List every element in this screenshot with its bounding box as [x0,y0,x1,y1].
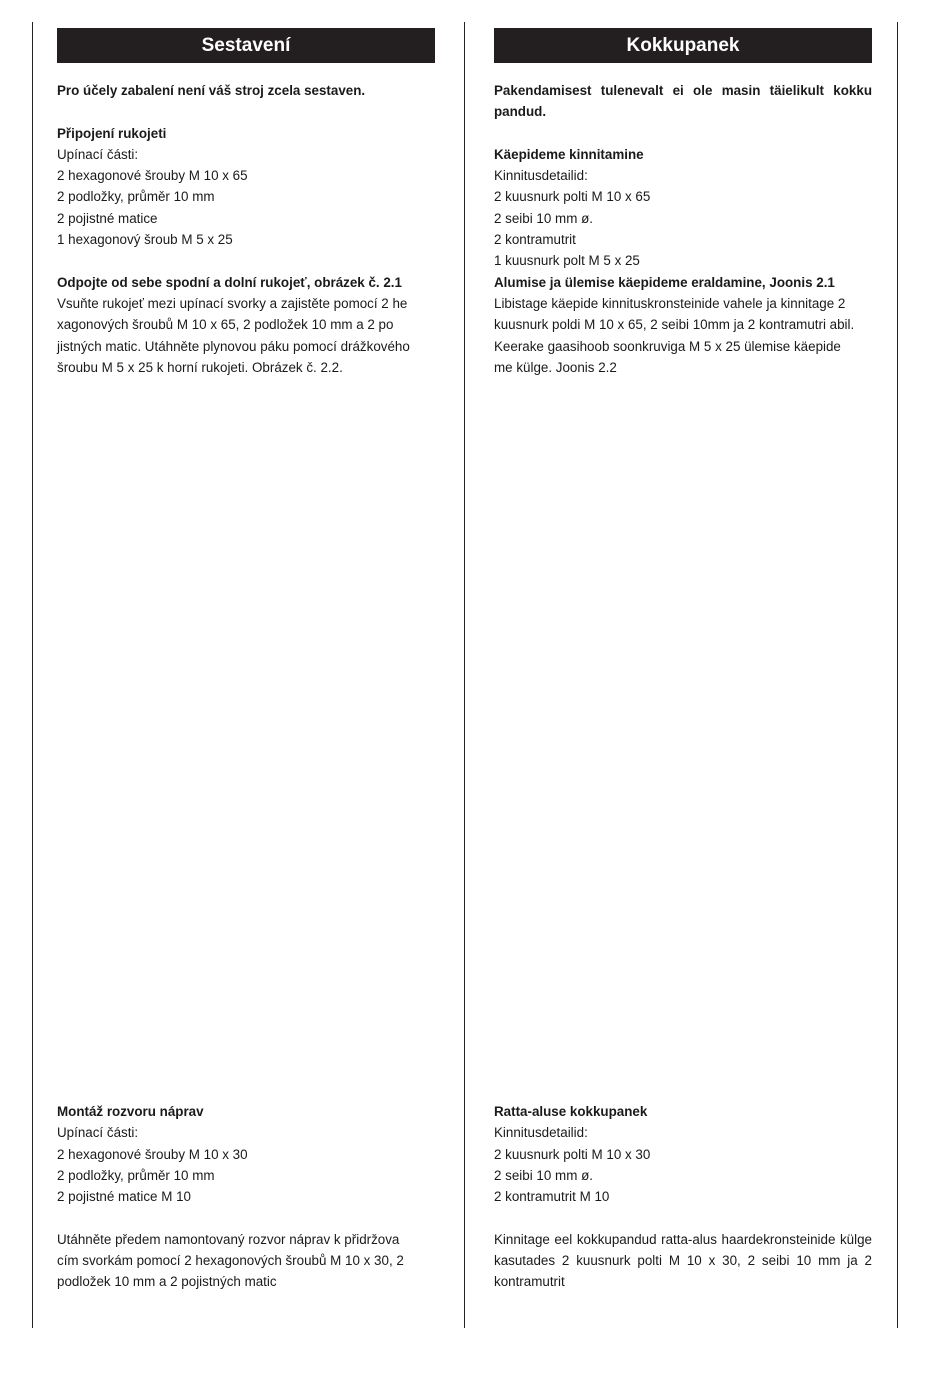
handle-heading: Připojení rukojeti [57,125,167,141]
handle-heading: Käepideme kinnitamine [494,146,644,162]
part-item: 2 kuusnurk polti M 10 x 30 [494,1146,651,1162]
axle-heading: Montáž rozvoru náprav [57,1104,204,1119]
part-item: 2 kontramutrit [494,232,576,248]
instruction-line: kuusnurk poldi M 10 x 65, 2 seibi 10mm ja 2 kontramutri abil. [494,317,855,333]
instruction-line: me külge. Joonis 2.2 [494,359,617,375]
parts-label: Kinnitusdetailid: [494,168,588,184]
separate-heading: Odpojte od sebe spodní a dolní rukojeť, obrázek č. 2.1 [57,274,402,290]
axle-heading: Ratta-aluse kokkupanek [494,1104,648,1119]
instruction-line: šroubu M 5 x 25 k horní rukojeti. Obrázek č. 2.2. [57,359,343,375]
instruction-text: Kinnitage eel kokkupandud ratta-alus haardekronsteinide külge kasutades 2 kuusnurk polti M 10 x 30, 2 seibi 10 mm ja 2 kontramutrit [494,1231,872,1290]
part-item: 2 pojistné matice M 10 [57,1189,191,1205]
part-item: 1 kuusnurk polt M 5 x 25 [494,253,640,269]
part-item: 2 seibi 10 mm ø. [494,1167,593,1183]
part-item: 1 hexagonový šroub M 5 x 25 [57,232,233,248]
part-item: 2 kontramutrit M 10 [494,1189,610,1205]
divider-right [897,22,898,1328]
part-item: 2 hexagonové šrouby M 10 x 30 [57,1146,248,1162]
instruction-line: Libistage käepide kinnituskronsteinide vahele ja kinnitage 2 [494,295,846,311]
intro-text: Pakendamisest tulenevalt ei ole masin täielikult kokku pandud. [494,83,872,120]
column-czech [57,28,435,378]
part-item: 2 pojistné matice [57,210,158,226]
divider-left [32,22,33,1328]
part-item: 2 kuusnurk polti M 10 x 65 [494,189,651,205]
instruction-line: Keerake gaasihoob soonkruviga M 5 x 25 ülemise käepide [494,338,841,354]
divider-center [464,22,465,1328]
part-item: 2 seibi 10 mm ø. [494,210,593,226]
instruction-line: jistných matic. Utáhněte plynovou páku pomocí drážkového [57,338,410,354]
instruction-line: xagonových šroubů M 10 x 65, 2 podložek 10 mm a 2 po [57,317,394,333]
column-estonian [494,28,872,378]
intro-text: Pro účely zabalení není váš stroj zcela sestaven. [57,83,366,98]
section-title: Kokkupanek [494,28,872,63]
instruction-line: cím svorkám pomocí 2 hexagonových šroubů M 10 x 30, 2 [57,1253,404,1269]
parts-label: Kinnitusdetailid: [494,1125,588,1141]
instruction-line: Vsuňte rukojeť mezi upínací svorky a zajistěte pomocí 2 he [57,295,408,311]
part-item: 2 hexagonové šrouby M 10 x 65 [57,168,248,184]
section-title: Sestavení [57,28,435,63]
axle-section-czech [57,1101,435,1293]
instruction-line: Utáhněte předem namontovaný rozvor náprav k přidržova [57,1231,400,1247]
part-item: 2 podložky, průměr 10 mm [57,189,215,205]
parts-label: Upínací části: [57,1125,139,1141]
axle-section-estonian [494,1101,872,1293]
separate-heading: Alumise ja ülemise käepideme eraldamine, Joonis 2.1 [494,274,835,290]
parts-label: Upínací části: [57,146,139,162]
part-item: 2 podložky, průměr 10 mm [57,1167,215,1183]
instruction-line: podložek 10 mm a 2 pojistných matic [57,1274,277,1290]
